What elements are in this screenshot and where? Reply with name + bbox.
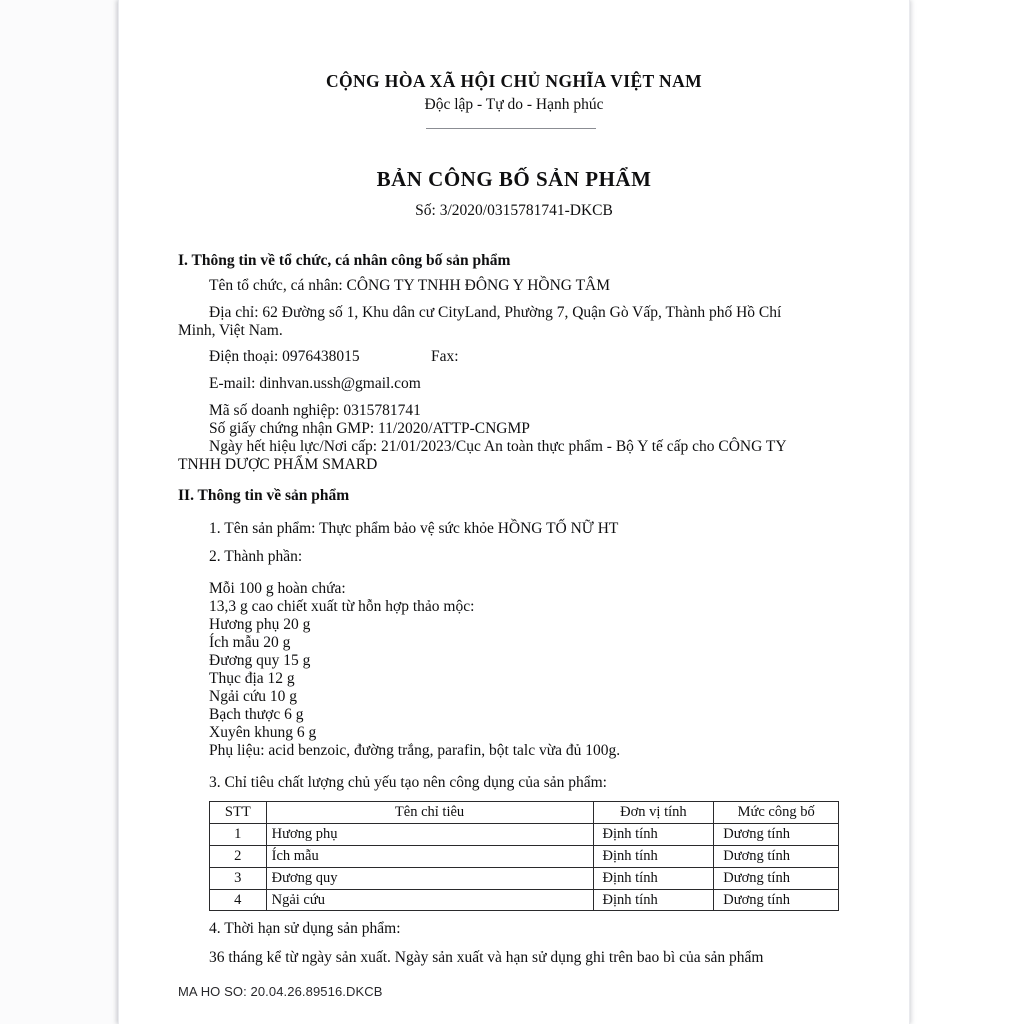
cell-unit: Định tính (593, 845, 714, 867)
spacer (119, 567, 909, 580)
spacer (119, 911, 909, 919)
column-header-level: Mức công bố (714, 802, 839, 824)
national-title: CỘNG HÒA XÃ HỘI CHỦ NGHĨA VIỆT NAM (325, 71, 703, 91)
section-one-heading: I. Thông tin về tổ chức, cá nhân công bố sản phẩm (178, 252, 511, 269)
national-motto: Độc lập - Tự do - Hạnh phúc (424, 96, 604, 113)
address-line-1: Địa chỉ: 62 Đường số 1, Khu dân cư CityLand, Phường 7, Quận Gò Vấp, Thành phố Hồ Chí (209, 304, 782, 322)
cell-criterion: Ích mẫu (266, 845, 593, 867)
fax-label: Fax: (431, 348, 459, 366)
spacer (119, 366, 909, 374)
document-number: Số: 3/2020/0315781741-DKCB (415, 202, 613, 219)
cell-stt: 2 (210, 845, 267, 867)
page-title: BẢN CÔNG BỐ SẢN PHẨM (376, 167, 652, 191)
cell-stt: 1 (210, 824, 267, 846)
cell-stt: 3 (210, 867, 267, 889)
extract-line: 13,3 g cao chiết xuất từ hỗn hợp thảo mộc: (209, 598, 475, 616)
spacer (119, 511, 909, 519)
spacer (119, 793, 909, 801)
org-name-line: Tên tổ chức, cá nhân: CÔNG TY TNHH ĐÔNG Y HỒNG TÂM (209, 277, 611, 294)
expiry-line-2: TNHH DƯỢC PHẨM SMARD (178, 456, 378, 474)
ingredient-item: Hương phụ 20 g (209, 616, 311, 634)
cell-level: Dương tính (714, 867, 839, 889)
document-page (119, 0, 909, 1024)
page-gutter-right (908, 0, 1024, 1024)
gmp-certificate-line: Số giấy chứng nhận GMP: 11/2020/ATTP-CNGMP (209, 420, 530, 438)
spacer (119, 394, 909, 402)
business-code-line: Mã số doanh nghiệp: 0315781741 (209, 402, 421, 420)
shelf-life-label: 4. Thời hạn sử dụng sản phẩm: (209, 920, 401, 938)
document-sheet (118, 0, 910, 1024)
phone-fax-row (119, 348, 909, 366)
spacer (119, 539, 909, 547)
table-row (210, 889, 839, 911)
column-header-criterion: Tên chỉ tiêu (266, 802, 593, 824)
column-header-unit: Đơn vị tính (593, 802, 714, 824)
cell-criterion: Ngải cứu (266, 889, 593, 911)
spacer (119, 296, 909, 304)
cell-criterion: Đương quy (266, 867, 593, 889)
ingredient-item: Đương quy 15 g (209, 652, 311, 670)
per-100g-line: Mỗi 100 g hoàn chứa: (209, 580, 346, 598)
table-header-row (210, 802, 839, 824)
excipients-line: Phụ liệu: acid benzoic, đường trắng, parafin, bột talc vừa đủ 100g. (209, 742, 621, 760)
file-code-stamp: MA HO SO: 20.04.26.89516.DKCB (178, 984, 383, 999)
page-gutter-left (0, 0, 118, 1024)
spacer (119, 340, 909, 348)
shelf-life-value: 36 tháng kể từ ngày sản xuất. Ngày sản xuất và hạn sử dụng ghi trên bao bì của sản phẩm (209, 948, 764, 966)
cell-unit: Định tính (593, 889, 714, 911)
cell-level: Dương tính (714, 889, 839, 911)
section-two-heading: II. Thông tin về sản phẩm (178, 487, 350, 505)
spacer (119, 940, 909, 948)
header-divider (426, 128, 596, 129)
ingredient-item: Ích mẫu 20 g (209, 634, 291, 652)
column-header-stt: STT (210, 802, 267, 824)
cell-stt: 4 (210, 889, 267, 911)
ingredient-item: Thục địa 12 g (209, 670, 295, 688)
email-line: E-mail: dinhvan.ussh@gmail.com (209, 375, 421, 393)
expiry-line-1: Ngày hết hiệu lực/Nơi cấp: 21/01/2023/Cục An toàn thực phẩm - Bộ Y tế cấp cho CÔNG TY (209, 438, 787, 456)
ingredients-label: 2. Thành phần: (209, 548, 303, 566)
spacer (119, 760, 909, 773)
table-row (210, 845, 839, 867)
address-line-2: Minh, Việt Nam. (178, 322, 283, 340)
quality-criteria-table (209, 801, 839, 911)
document-body (119, 252, 909, 968)
cell-level: Dương tính (714, 824, 839, 846)
ingredient-item: Bạch thược 6 g (209, 706, 304, 724)
table-row (210, 867, 839, 889)
quality-criteria-label: 3. Chỉ tiêu chất lượng chủ yếu tạo nên công dụng của sản phẩm: (209, 774, 607, 792)
cell-level: Dương tính (714, 845, 839, 867)
ingredient-item: Xuyên khung 6 g (209, 724, 317, 742)
cell-unit: Định tính (593, 867, 714, 889)
table-row (210, 824, 839, 846)
product-name-line: 1. Tên sản phẩm: Thực phẩm bảo vệ sức khỏe HỒNG TỐ NỮ HT (209, 520, 619, 538)
cell-criterion: Hương phụ (266, 824, 593, 846)
ingredient-item: Ngải cứu 10 g (209, 688, 298, 706)
phone-value: Điện thoại: 0976438015 (209, 348, 360, 366)
cell-unit: Định tính (593, 824, 714, 846)
spacer (119, 474, 909, 487)
